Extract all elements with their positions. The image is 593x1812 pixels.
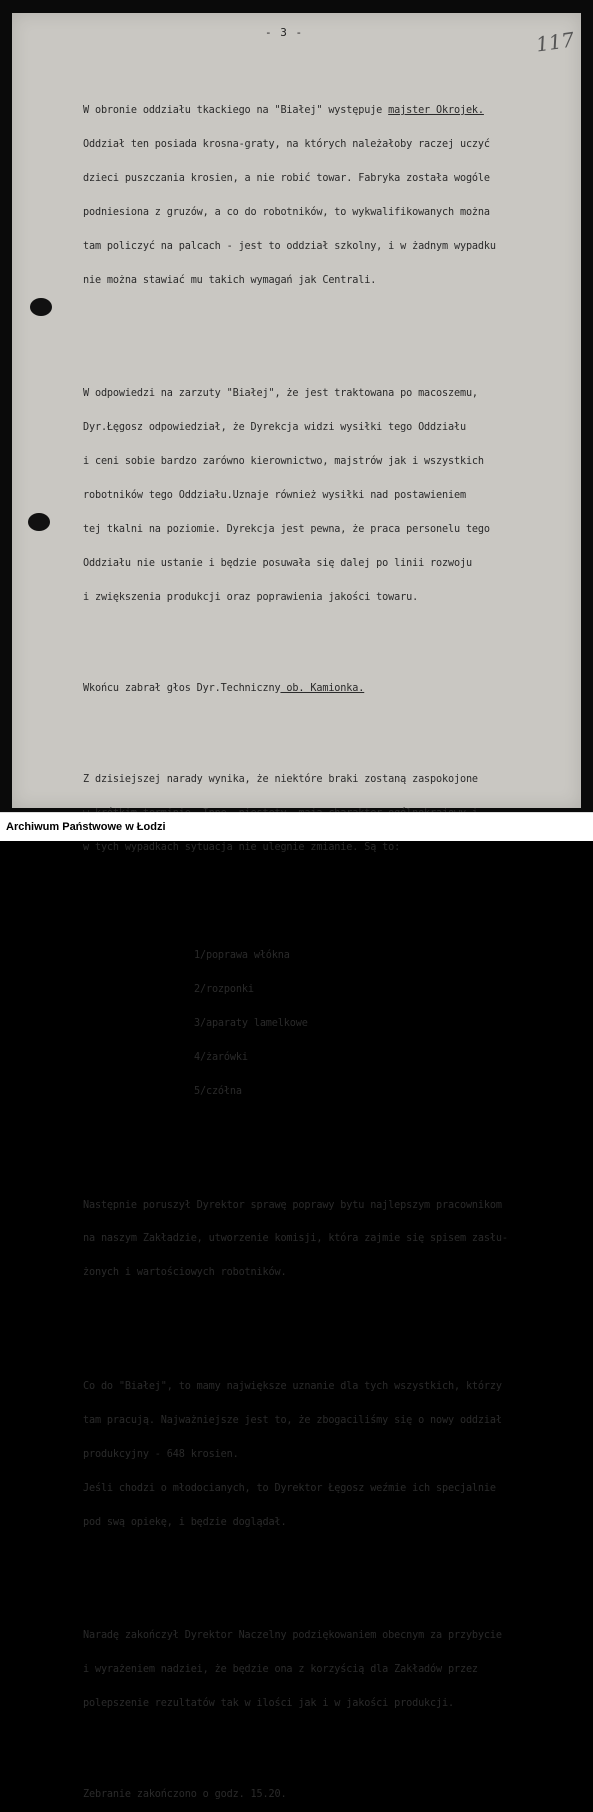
text-line: żonych i wartościowych robotników. [83, 1267, 287, 1279]
paragraph-6 [83, 1358, 573, 1550]
text-line: Jeśli chodzi o młodocianych, to Dyrektor Łęgosz weźmie ich specjalnie [83, 1482, 496, 1494]
text-prefix: Wkońcu zabrał głos Dyr.Techniczny [83, 682, 281, 694]
paragraph-2 [83, 366, 573, 626]
text-line: W odpowiedzi na zarzuty "Białej", że jest traktowana po macoszemu, [83, 388, 478, 400]
text-line: Naradę zakończył Dyrektor Naczelny podziękowaniem obecnym za przybycie [83, 1630, 502, 1642]
list-item: 1/poprawa włókna [194, 950, 290, 962]
paragraph-7 [83, 1608, 573, 1732]
text-line: W obronie oddziału tkackiego na "Białej" występuje majster Okrojek. [83, 105, 484, 117]
archive-label: Archiwum Państwowe w Łodzi [6, 821, 166, 833]
text-line: na naszym Zakładzie, utworzenie komisji, która zajmie się spisem zasłu- [83, 1233, 508, 1245]
text-line: nie można stawiać mu takich wymagań jak Centrali. [83, 274, 377, 286]
text-line: tam pracują. Najważniejsze jest to, że zbogaciliśmy się o nowy oddział [83, 1414, 502, 1426]
text-line: Oddział ten posiada krosna-graty, na których należałoby raczej uczyć [83, 139, 490, 151]
text-line: tam policzyć na palcach - jest to oddział szkolny, i w żadnym wypadku [83, 240, 496, 252]
punch-hole-bottom [28, 513, 50, 531]
text-line: pod swą opiekę, i będzie doglądał. [83, 1516, 287, 1528]
paragraph-5 [83, 1177, 573, 1301]
archive-footer [0, 812, 593, 841]
document-body [83, 60, 573, 1812]
punch-hole-top [30, 298, 52, 316]
list-item: 3/aparaty lamelkowe [194, 1018, 308, 1030]
text-line: i wyrażeniem nadziei, że będzie ona z korzyścią dla Zakładów przez [83, 1664, 478, 1676]
text-line: w tych wypadkach sytuacja nie ulegnie zmianie. Są to: [83, 841, 401, 853]
text-line: Co do "Białej", to mamy największe uznanie dla tych wszystkich, którzy [83, 1380, 502, 1392]
list-item: 2/rozponki [194, 984, 254, 996]
text-line: i ceni sobie bardzo zarówno kierownictwo, majstrów jak i wszystkich [83, 456, 484, 468]
text-line: i zwiększenia produkcji oraz poprawienia jakości towaru. [83, 591, 419, 603]
text-line: dzieci puszczania krosien, a nie robić towar. Fabryka została wogóle [83, 172, 490, 184]
underlined-name: ob. Kamionka. [280, 682, 365, 694]
list-item: 5/czółna [194, 1085, 242, 1097]
text-line: polepszenie rezultatów tak w ilości jak i w jakości produkcji. [83, 1697, 454, 1709]
list-item: 4/żarówki [194, 1051, 248, 1063]
shortage-list [83, 928, 573, 1120]
closing-line: Zebranie zakończono o godz. 15.20. [83, 1789, 287, 1801]
text-line: Z dzisiejszej narady wynika, że niektóre braki zostaną zaspokojone [83, 773, 478, 785]
text-line: Następnie poruszył Dyrektor sprawę poprawy bytu najlepszym pracownikom [83, 1199, 502, 1211]
text-line: podniesiona z gruzów, a co do robotników, to wykwalifikowanych można [83, 206, 490, 218]
text-line: tej tkalni na poziomie. Dyrekcja jest pewna, że praca personelu tego [83, 523, 490, 535]
paragraph-1 [83, 83, 573, 309]
page-number: - 3 - [265, 26, 304, 39]
text-line: Oddziału nie ustanie i będzie posuwała się dalej po linii rozwoju [83, 557, 472, 569]
text-line: Dyr.Łęgosz odpowiedział, że Dyrekcja widzi wysiłki tego Oddziału [83, 422, 466, 434]
paragraph-3 [83, 683, 573, 694]
text-line: robotników tego Oddziału.Uznaje również wysiłki nad postawieniem [83, 489, 466, 501]
underlined-name: majster Okrojek. [388, 105, 484, 117]
text-line: produkcyjny - 648 krosien. [83, 1448, 239, 1460]
archive-folio-number: 117 [534, 27, 576, 57]
